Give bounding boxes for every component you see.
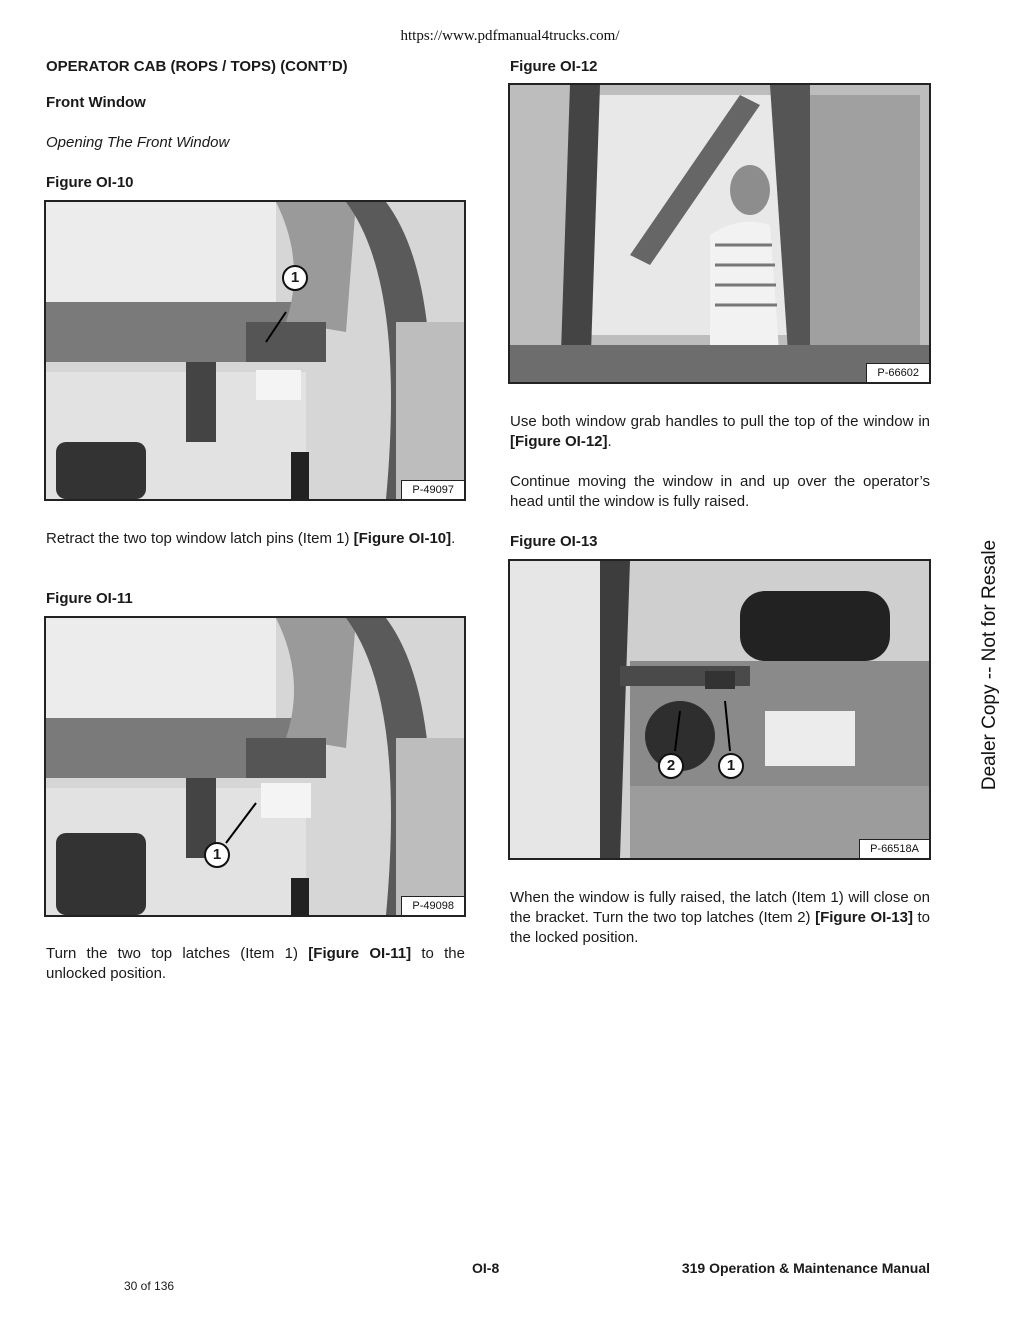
section-title: OPERATOR CAB (ROPS / TOPS) (CONT’D) (46, 58, 348, 75)
figure-oi-10-caption: Figure OI-10 (46, 174, 134, 191)
instruction-paragraph-2 (46, 944, 465, 984)
procedure-title: Opening The Front Window (46, 134, 230, 151)
paragraph-end: . (451, 530, 456, 547)
paragraph-end: to the locked position. (510, 909, 930, 946)
instruction-paragraph-4: Continue moving the window in and up over the operator’s head until the window is fully raised. (510, 473, 930, 510)
paragraph-text: Use both window grab handles to pull the top of the window in (510, 413, 930, 430)
figure-reference: [Figure OI-10] (353, 530, 452, 547)
paragraph-end: to the unlocked position. (46, 945, 465, 982)
window-latch-bracket-illustration (510, 561, 929, 858)
window-latch-illustration (46, 618, 464, 915)
window-latch-illustration (46, 202, 464, 499)
dealer-copy-notice (975, 530, 1005, 800)
operator-raising-window-illustration (510, 85, 929, 382)
paragraph-end: . (607, 433, 612, 450)
instruction-paragraph-1 (46, 529, 465, 549)
figure-oi-11-photo (44, 616, 466, 917)
paragraph-text: Turn the two top latches (Item 1) (46, 945, 309, 962)
callout-1: 1 (718, 753, 744, 779)
figure-oi-10-photo (44, 200, 466, 501)
figure-reference: [Figure OI-11] (308, 945, 412, 962)
paragraph-text: Retract the two top window latch pins (Item 1) (46, 530, 354, 547)
figure-reference: [Figure OI-12] (510, 433, 608, 450)
page-count: 30 of 136 (124, 1279, 175, 1293)
figure-oi-12-caption: Figure OI-12 (510, 58, 598, 75)
paragraph-text: When the window is fully raised, the latch (Item 1) will close on the bracket. Turn the two top latches (Item 2) (510, 889, 930, 926)
dealer-copy-text: Dealer Copy -- Not for Resale (979, 539, 1000, 791)
photo-number: P-66602 (866, 363, 929, 382)
figure-reference: [Figure OI-13] (815, 909, 913, 926)
figure-oi-11-caption: Figure OI-11 (46, 590, 133, 607)
figure-oi-12-photo (508, 83, 931, 384)
subsection-title: Front Window (46, 94, 146, 111)
photo-number: P-49097 (401, 480, 464, 499)
photo-number: P-49098 (401, 896, 464, 915)
callout-2: 2 (658, 753, 684, 779)
instruction-paragraph-3 (510, 412, 930, 452)
source-url[interactable]: https://www.pdfmanual4trucks.com/ (400, 28, 620, 44)
callout-1: 1 (282, 265, 308, 291)
photo-number: P-66518A (859, 839, 929, 858)
figure-oi-13-caption: Figure OI-13 (510, 533, 598, 550)
figure-oi-13-photo (508, 559, 931, 860)
page-code: OI-8 (472, 1260, 500, 1276)
manual-title: 319 Operation & Maintenance Manual (681, 1260, 930, 1276)
instruction-paragraph-5 (510, 888, 930, 948)
callout-1: 1 (204, 842, 230, 868)
